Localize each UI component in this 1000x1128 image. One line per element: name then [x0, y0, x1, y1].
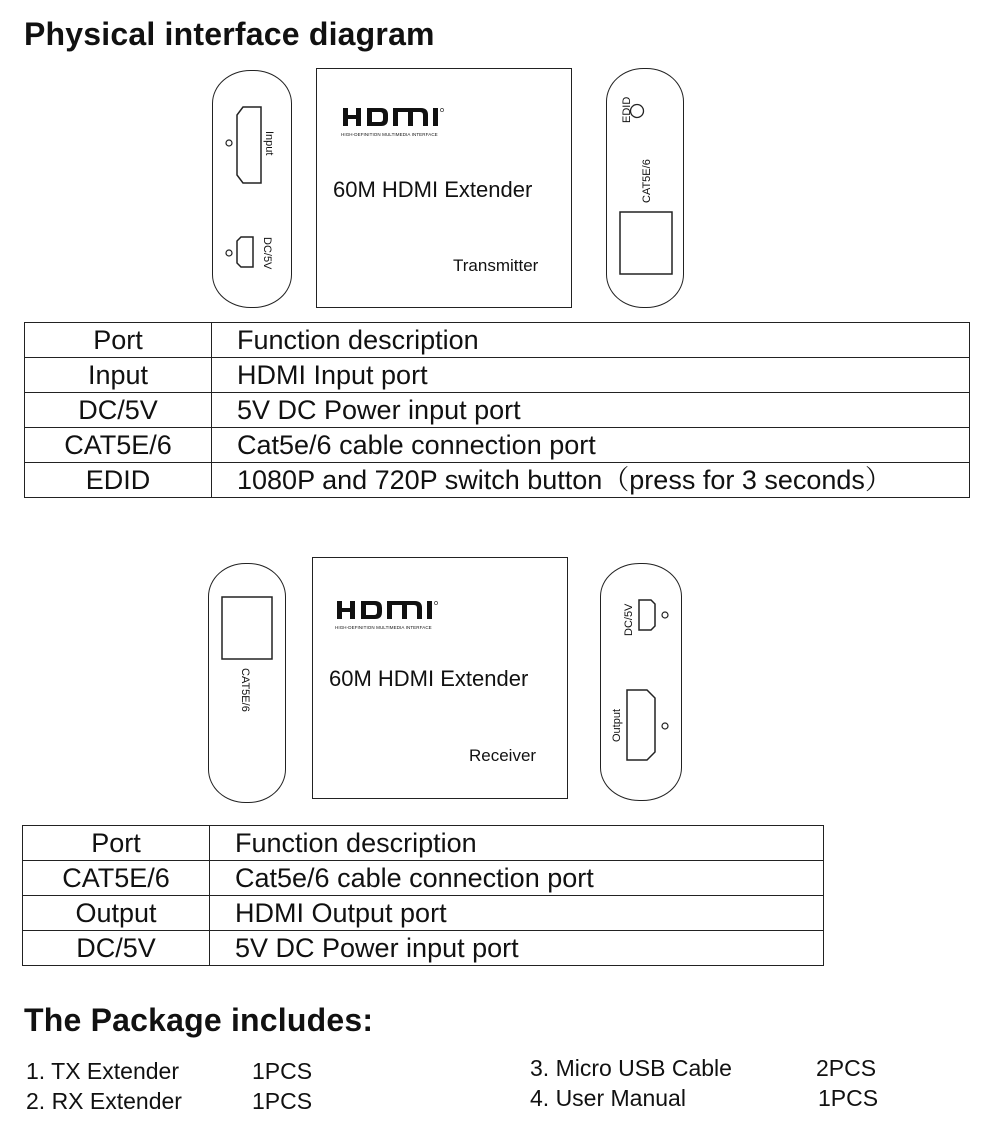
package-item-name: 2. RX Extender: [26, 1088, 182, 1114]
rx-product-name: 60M HDMI Extender: [329, 666, 529, 691]
table-row: DC/5V 5V DC Power input port: [25, 393, 970, 428]
edid-button-label: EDID: [621, 96, 633, 123]
tx-product-name: 60M HDMI Extender: [333, 177, 533, 202]
tx-cat5e-label: CAT5E/6: [641, 159, 653, 203]
rx-right-panel: [600, 563, 682, 801]
micro-usb-port-icon: [637, 598, 657, 632]
column-header: Function description: [212, 323, 970, 358]
tx-input-label: Input: [263, 131, 275, 156]
indicator-led-icon: [225, 249, 233, 257]
tx-right-panel: [606, 68, 684, 308]
table-header-row: [25, 323, 970, 358]
table-row: DC/5V 5V DC Power input port: [23, 931, 824, 966]
package-title: The Package includes:: [24, 1002, 374, 1038]
tx-left-panel: [212, 70, 292, 308]
rx-dc5v-label: DC/5V: [623, 603, 635, 636]
edid-button-icon[interactable]: [629, 103, 645, 119]
hdmi-logo: HIGH-DEFINITION MULTIMEDIA INTERFACE: [335, 600, 439, 630]
table-row: Output HDMI Output port: [23, 896, 824, 931]
micro-usb-port-icon: [235, 235, 257, 269]
package-item-qty: 1PCS: [818, 1085, 879, 1111]
table-header-row: [23, 826, 824, 861]
indicator-led-icon: [661, 611, 669, 619]
package-item-name: 4. User Manual: [530, 1085, 686, 1111]
rx-role-label: Receiver: [469, 746, 537, 765]
column-header: Port: [23, 826, 210, 861]
rx-left-panel: [208, 563, 286, 803]
rx-port-table: [22, 825, 824, 966]
indicator-led-icon: [225, 139, 233, 147]
rx-top-view: [312, 557, 568, 799]
page-title: Physical interface diagram: [24, 16, 435, 52]
hdmi-port-icon: [625, 688, 659, 762]
rx-output-label: Output: [611, 708, 623, 742]
package-item-qty: 2PCS: [816, 1055, 877, 1081]
table-row: EDID 1080P and 720P switch button（press for 3 seconds）: [25, 463, 970, 498]
rx-cat5e-label: CAT5E/6: [239, 668, 251, 712]
table-row: Input HDMI Input port: [25, 358, 970, 393]
package-item-name: 1. TX Extender: [26, 1058, 179, 1084]
tx-role-label: Transmitter: [453, 256, 539, 275]
column-header: Port: [25, 323, 212, 358]
rj45-port-icon: [619, 211, 673, 275]
indicator-led-icon: [661, 722, 669, 730]
tx-port-table: [24, 322, 970, 498]
table-row: CAT5E/6 Cat5e/6 cable connection port: [25, 428, 970, 463]
tx-top-view: [316, 68, 572, 308]
package-item-qty: 1PCS: [252, 1058, 313, 1084]
tx-dc5v-label: DC/5V: [261, 237, 273, 270]
rj45-port-icon: [221, 596, 273, 660]
hdmi-logo: HIGH-DEFINITION MULTIMEDIA INTERFACE: [341, 107, 445, 137]
table-row: CAT5E/6 Cat5e/6 cable connection port: [23, 861, 824, 896]
package-item-qty: 1PCS: [252, 1088, 313, 1114]
column-header: Function description: [210, 826, 824, 861]
package-item-name: 3. Micro USB Cable: [530, 1055, 732, 1081]
